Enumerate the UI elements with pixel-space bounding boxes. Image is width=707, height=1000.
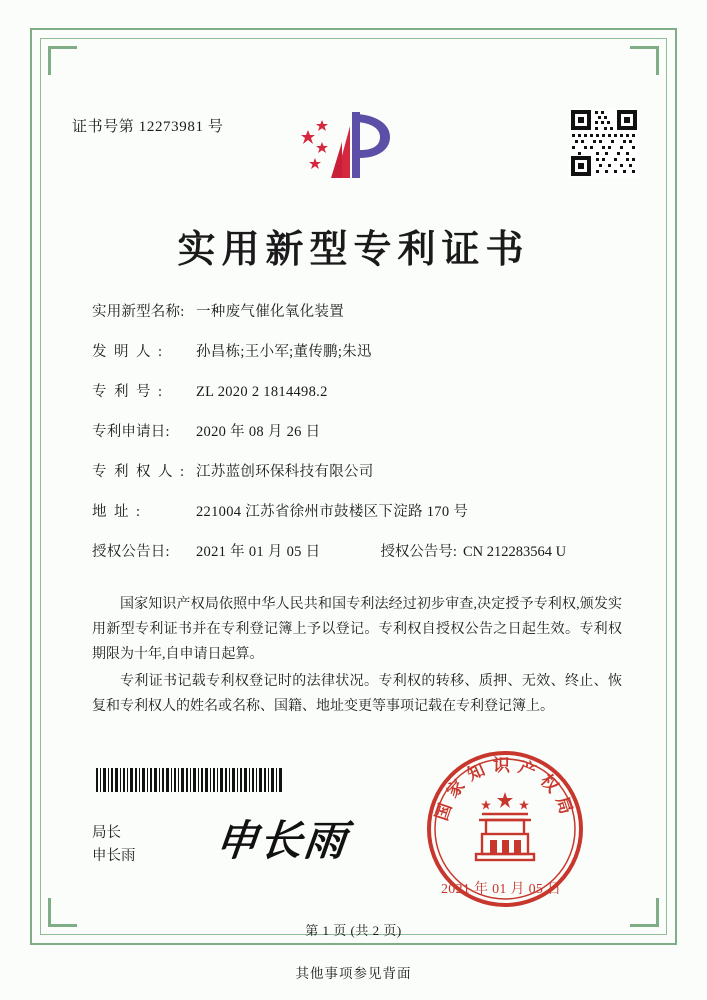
field-row-inventor <box>92 340 632 361</box>
field-value-application-date: 2020 年 08 月 26 日 <box>196 424 321 440</box>
field-label-patentee: 专利权人: <box>92 464 192 480</box>
field-value-patent-number: ZL 2020 2 1814498.2 <box>196 384 328 400</box>
field-value-patentee: 江苏蓝创环保科技有限公司 <box>196 464 374 480</box>
field-row-grant-announcement <box>92 540 632 561</box>
director-signature: 申长雨 <box>213 819 351 865</box>
qr-code-icon <box>569 108 639 178</box>
patent-office-logo-icon <box>298 108 402 182</box>
legal-text-block <box>92 592 622 721</box>
svg-text:国家知识产权局: 国家知识产权局 <box>432 755 578 824</box>
field-label-grant-date: 授权公告日: <box>92 544 170 560</box>
page-title: 实用新型专利证书 <box>177 229 530 271</box>
field-value-grant-date: 2021 年 01 月 05 日 <box>196 544 321 560</box>
legal-paragraph-1: 国家知识产权局依照中华人民共和国专利法经过初步审查,决定授予专利权,颁发实用新型专利证书并在专利登记簿上予以登记。专利权自授权公告之日起生效。专利权期限为十年,自申请日起算。 <box>92 597 622 662</box>
back-side-note: 其他事项参见背面 <box>295 966 412 981</box>
director-title: 局长 <box>92 825 121 841</box>
certificate-number: 证书号第 12273981 号 <box>72 119 224 135</box>
field-value-address: 221004 江苏省徐州市鼓楼区下淀路 170 号 <box>196 504 469 520</box>
field-label-inventor: 发明人: <box>92 344 170 360</box>
field-row-application-date <box>92 420 632 441</box>
field-row-patentee <box>92 460 632 481</box>
field-value-announcement-number: CN 212283564 U <box>462 544 567 560</box>
page-number: 第 1 页 (共 2 页) <box>305 923 402 938</box>
field-label-patent-number: 专利号: <box>92 384 170 400</box>
field-value-utility-model-name: 一种废气催化氧化装置 <box>196 304 344 320</box>
field-label-application-date: 专利申请日: <box>92 424 170 440</box>
field-label-announcement-number: 授权公告号: <box>380 544 457 560</box>
seal-date: 2021 年 01 月 05 日 <box>441 882 562 897</box>
corner-mark-top-left <box>48 46 77 75</box>
certificate-fields <box>92 300 632 580</box>
field-row-address <box>92 500 632 521</box>
field-row-utility-model-name <box>92 300 632 321</box>
barcode-icon <box>96 768 282 792</box>
field-label-utility-model-name: 实用新型名称: <box>92 304 185 320</box>
corner-mark-top-right <box>630 46 659 75</box>
field-row-patent-number <box>92 380 632 401</box>
field-label-address: 地址: <box>92 504 148 520</box>
director-name: 申长雨 <box>92 848 136 864</box>
legal-paragraph-2: 专利证书记载专利权登记时的法律状况。专利权的转移、质押、无效、终止、恢复和专利权人的姓名或名称、国籍、地址变更等事项记载在专利登记簿上。 <box>92 674 622 714</box>
field-value-inventor: 孙昌栋;王小军;董传鹏;朱迅 <box>196 344 372 360</box>
director-label <box>92 822 136 868</box>
